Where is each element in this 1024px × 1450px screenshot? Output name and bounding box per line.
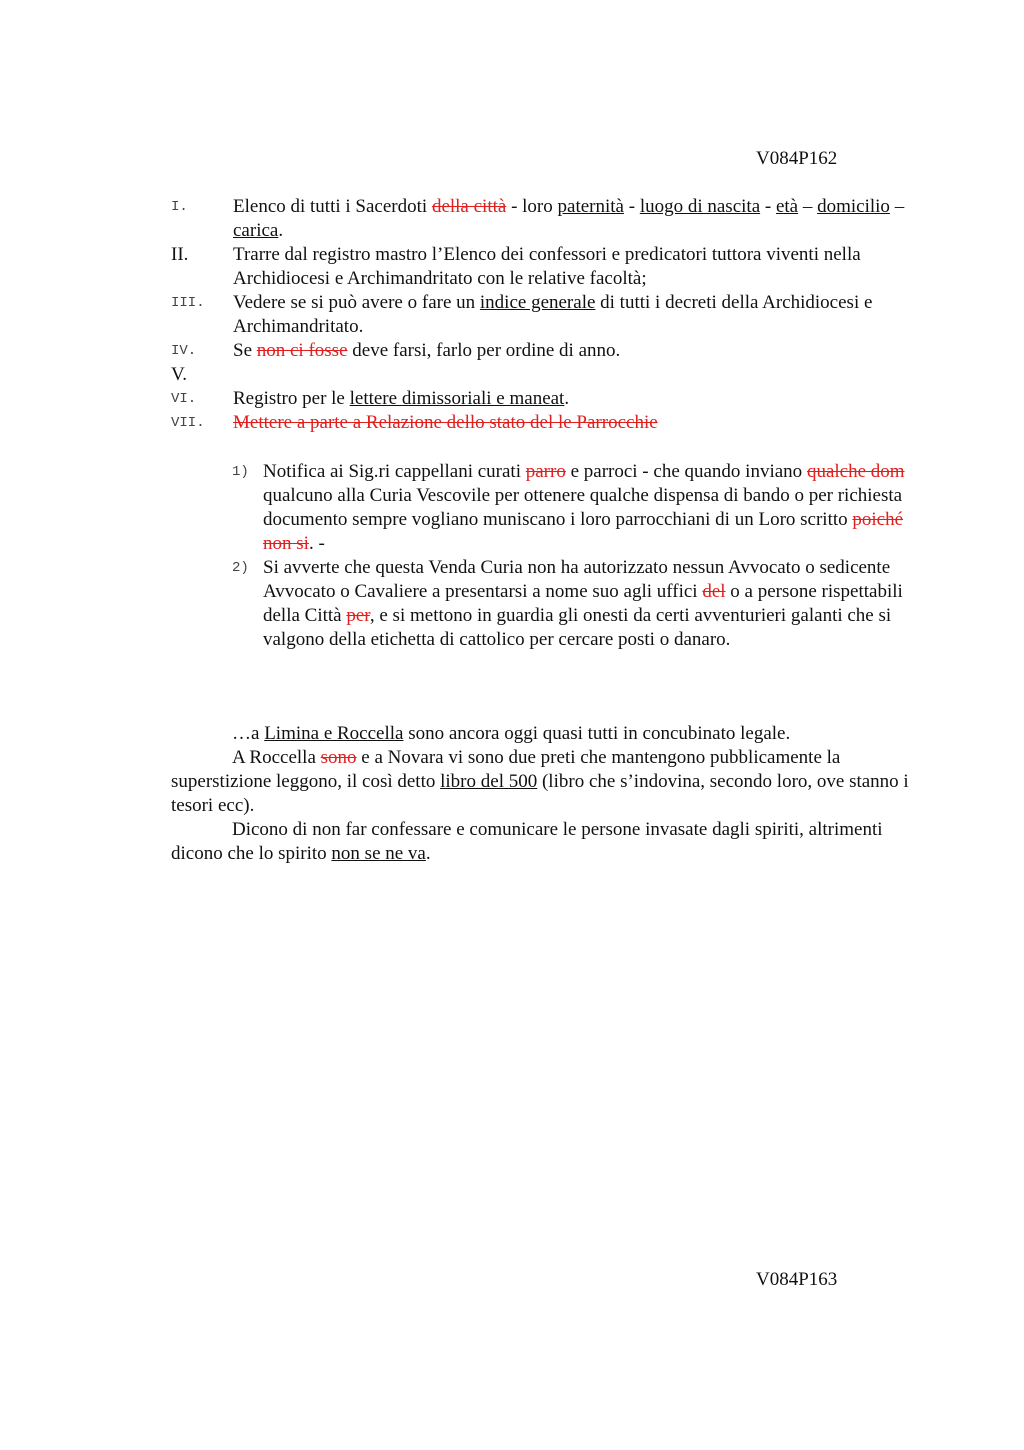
- underlined-text: carica: [233, 220, 279, 241]
- underlined-text: paternità: [557, 196, 624, 217]
- paragraph: [171, 746, 911, 818]
- struck-out-text: per: [346, 605, 370, 626]
- roman-numeral: III.: [171, 295, 205, 311]
- roman-numeral: VI.: [171, 391, 197, 407]
- roman-list-item: [171, 243, 931, 291]
- text-segment: Vedere se si può avere o fare un: [233, 292, 480, 313]
- numbered-item-text: [263, 460, 932, 556]
- text-segment: Registro per le: [233, 388, 350, 409]
- text-segment: Elenco di tutti i Sacerdoti: [233, 196, 432, 217]
- struck-out-text: sono: [320, 747, 357, 768]
- text-segment: Se: [233, 340, 257, 361]
- struck-out-text: del: [702, 581, 726, 602]
- text-segment: .: [564, 388, 570, 409]
- roman-item-text: [233, 339, 931, 363]
- text-segment: Dicono di non far confessare e comunicare le persone invasate dagli spiriti, altrimenti dicono che lo spirito: [171, 819, 883, 864]
- text-segment: Trarre dal registro mastro l’Elenco dei confessori e predicatori tuttora viventi nella Archidiocesi e Archimandritato con le relative facoltà;: [233, 244, 861, 289]
- text-segment: -: [760, 196, 776, 217]
- underlined-text: lettere dimissoriali e maneat: [349, 388, 565, 409]
- numbered-notices-list: [232, 460, 932, 652]
- item-number: 2): [232, 560, 249, 576]
- text-segment: …a: [232, 723, 265, 744]
- page-id-bottom: V084P163: [756, 1269, 838, 1290]
- text-segment: , e si mettono in guardia gli onesti da certi avventurieri galanti che si valgono della etichetta di cattolico per cercare posti o danaro.: [263, 605, 892, 650]
- struck-out-text: non ci fosse: [256, 340, 348, 361]
- text-segment: e a Novara vi sono due preti che mantengono pubblicamente la superstizione leggono, il così detto: [171, 747, 841, 792]
- page-id-top: V084P162: [756, 148, 838, 169]
- text-segment: Si avverte che questa Venda Curia non ha autorizzato nessun Avvocato o sedicente Avvocato o Cavaliere a presentarsi a nome suo agli uffici: [263, 557, 891, 602]
- text-segment: qualcuno alla Curia Vescovile per ottenere qualche dispensa di bando o per richiesta documento sempre vogliano muniscano i loro parrocchiani di un Loro scritto: [263, 485, 903, 530]
- numbered-item-text: [263, 556, 932, 652]
- struck-out-text: Mettere a parte a Relazione dello stato del le Parrocchie: [233, 412, 658, 433]
- text-segment: deve farsi, farlo per ordine di anno.: [347, 340, 621, 361]
- struck-out-text: poiché non si: [263, 509, 904, 554]
- underlined-text: libro del 500: [440, 771, 538, 792]
- roman-item-text: [233, 243, 931, 291]
- roman-item-text: [233, 195, 931, 243]
- roman-list-item: [171, 387, 931, 411]
- roman-numbered-list: [171, 195, 931, 435]
- underlined-text: età: [775, 196, 799, 217]
- roman-numeral: VII.: [171, 415, 205, 431]
- underlined-text: indice generale: [479, 292, 596, 313]
- roman-numeral: I.: [171, 199, 188, 215]
- item-number: 1): [232, 464, 249, 480]
- text-segment: .: [425, 843, 431, 864]
- paragraph: [171, 722, 911, 746]
- roman-item-text: [233, 411, 931, 435]
- roman-list-item: [171, 411, 931, 435]
- roman-list-item: [171, 291, 931, 339]
- roman-item-text: [233, 291, 931, 339]
- struck-out-text: della città: [431, 196, 507, 217]
- underlined-text: Limina e Roccella: [264, 723, 404, 744]
- roman-numeral: II.: [171, 244, 189, 265]
- text-segment: - loro: [506, 196, 558, 217]
- numbered-list-item: [232, 460, 932, 556]
- roman-list-item: [171, 339, 931, 363]
- roman-numeral: IV.: [171, 343, 197, 359]
- struck-out-text: qualche dom: [806, 461, 905, 482]
- text-segment: (libro che s’indovina, secondo loro, ove stanno i tesori ecc).: [171, 771, 909, 816]
- text-segment: . -: [308, 533, 325, 554]
- roman-numeral: V.: [171, 364, 188, 385]
- text-segment: e parroci - che quando inviano: [565, 461, 807, 482]
- text-segment: sono ancora oggi quasi tutti in concubinato legale.: [403, 723, 791, 744]
- text-segment: A Roccella: [232, 747, 321, 768]
- roman-list-item: [171, 195, 931, 243]
- text-segment: -: [623, 196, 640, 217]
- underlined-text: non se ne va: [331, 843, 426, 864]
- closing-paragraphs: [171, 722, 911, 866]
- numbered-list-item: [232, 556, 932, 652]
- struck-out-text: parro: [525, 461, 566, 482]
- text-segment: di tutti i decreti della Archidiocesi e Archimandritato.: [233, 292, 873, 337]
- roman-list-item: [171, 363, 931, 387]
- text-segment: –: [798, 196, 818, 217]
- text-segment: –: [889, 196, 905, 217]
- roman-item-text: [233, 387, 931, 411]
- underlined-text: domicilio: [817, 196, 890, 217]
- text-segment: .: [278, 220, 284, 241]
- text-segment: Notifica ai Sig.ri cappellani curati: [263, 461, 526, 482]
- text-segment: o a persone rispettabili della Città: [263, 581, 903, 626]
- paragraph: [171, 818, 911, 866]
- underlined-text: luogo di nascita: [639, 196, 761, 217]
- roman-item-text: [233, 363, 931, 387]
